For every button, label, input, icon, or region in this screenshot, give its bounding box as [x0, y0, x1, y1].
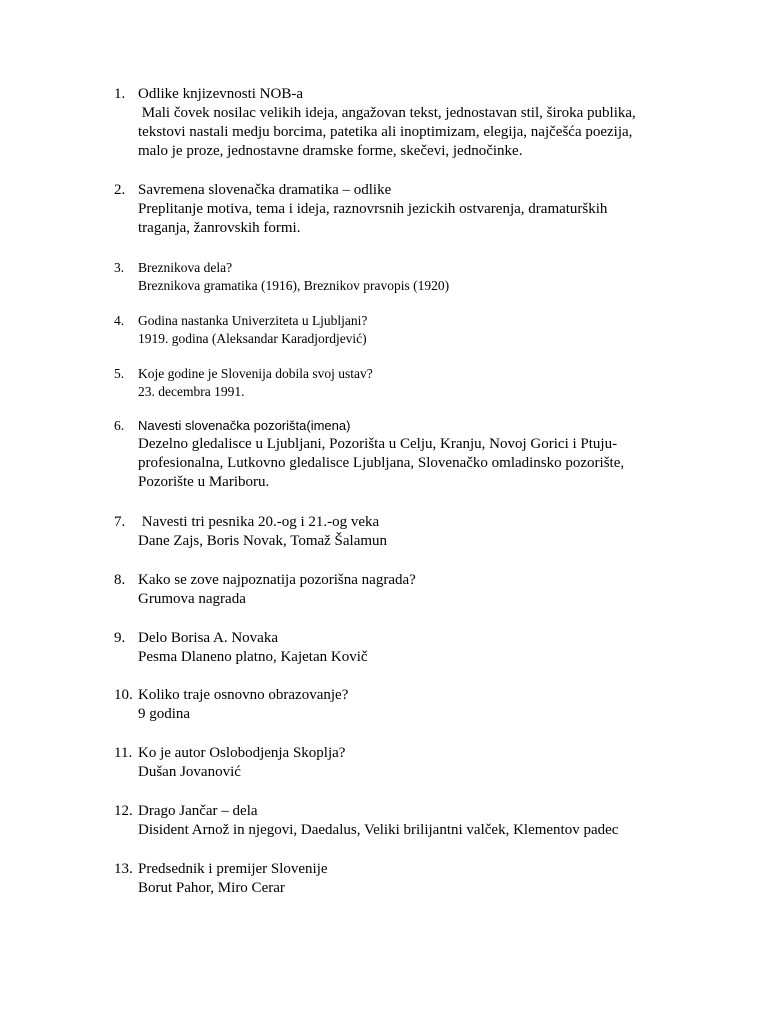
item-question: Drago Jančar – dela [138, 803, 258, 819]
answer-line: Preplitanje motiva, tema i ideja, raznovrsnih jezickih ostvarenja, dramaturških [138, 201, 608, 217]
answer-line: Pozorište u Mariboru. [138, 474, 270, 490]
item-question: Predsednik i premijer Slovenije [138, 861, 328, 877]
item-answer [138, 104, 668, 161]
item-question: Navesti tri pesnika 20.-og i 21.-og veka [138, 514, 380, 530]
item-answer [138, 383, 668, 401]
answer-line: Dane Zajs, Boris Novak, Tomaž Šalamun [138, 533, 388, 549]
answer-line: 1919. godina (Aleksandar Karadjordjević) [138, 331, 367, 346]
item-number: 6. [114, 418, 125, 433]
answer-line: Dezelno gledalisce u Ljubljani, Pozorišta u Celju, Kranju, Novoj Gorici i Ptuju- [138, 436, 618, 452]
item-answer [138, 879, 668, 898]
answer-line: profesionalna, Lutkovno gledalisce Ljubljana, Slovenačko omladinsko pozorište, [138, 455, 625, 471]
item-answer [138, 200, 668, 238]
item-number: 8. [114, 572, 126, 588]
item-question: Navesti slovenačka pozorišta(imena) [138, 418, 351, 433]
item-answer [138, 648, 668, 667]
item-answer [138, 435, 668, 492]
answer-line: tekstovi nastali medju borcima, patetika ali inoptimizam, elegija, najčešća poezija, [138, 124, 633, 140]
answer-line: Borut Pahor, Miro Cerar [138, 880, 285, 896]
answer-line: malo je proze, jednostavne dramske forme, skečevi, jednočinke. [138, 143, 523, 159]
answer-line: Breznikova gramatika (1916), Breznikov pravopis (1920) [138, 278, 450, 293]
item-question: Koje godine je Slovenija dobila svoj ustav? [138, 366, 373, 381]
answer-line: 9 godina [138, 706, 191, 722]
item-number: 2. [114, 182, 126, 198]
item-number: 9. [114, 630, 126, 646]
item-number: 1. [114, 86, 126, 102]
item-question: Koliko traje osnovno obrazovanje? [138, 687, 349, 703]
answer-line: Pesma Dlaneno platno, Kajetan Kovič [138, 649, 368, 665]
item-number: 4. [114, 313, 125, 328]
answer-line: Mali čovek nosilac velikih ideja, angažovan tekst, jednostavan stil, široka publika, [138, 105, 636, 121]
item-question: Odlike knjizevnosti NOB-a [138, 86, 303, 102]
item-answer [138, 821, 668, 840]
item-question: Godina nastanka Univerziteta u Ljubljani? [138, 313, 368, 328]
item-number: 3. [114, 260, 125, 275]
item-answer [138, 532, 668, 551]
item-number: 10. [114, 687, 133, 703]
item-question: Breznikova dela? [138, 260, 233, 275]
item-number: 12. [114, 803, 133, 819]
item-number: 13. [114, 861, 133, 877]
item-question: Ko je autor Oslobodjenja Skoplja? [138, 745, 346, 761]
item-question: Savremena slovenačka dramatika – odlike [138, 182, 392, 198]
answer-line: Grumova nagrada [138, 591, 246, 607]
item-answer [138, 277, 668, 295]
item-answer [138, 763, 668, 782]
item-answer [138, 590, 668, 609]
item-question: Kako se zove najpoznatija pozorišna nagrada? [138, 572, 416, 588]
item-question: Delo Borisa A. Novaka [138, 630, 278, 646]
item-answer [138, 330, 668, 348]
answer-line: Dušan Jovanović [138, 764, 241, 780]
answer-line: Disident Arnož in njegovi, Daedalus, Veliki brilijantni valček, Klementov padec [138, 822, 619, 838]
item-number: 7. [114, 514, 126, 530]
item-number: 5. [114, 366, 125, 381]
answer-line: 23. decembra 1991. [138, 384, 245, 399]
item-number: 11. [114, 745, 133, 761]
answer-line: traganja, žanrovskih formi. [138, 220, 301, 236]
item-answer [138, 705, 668, 724]
